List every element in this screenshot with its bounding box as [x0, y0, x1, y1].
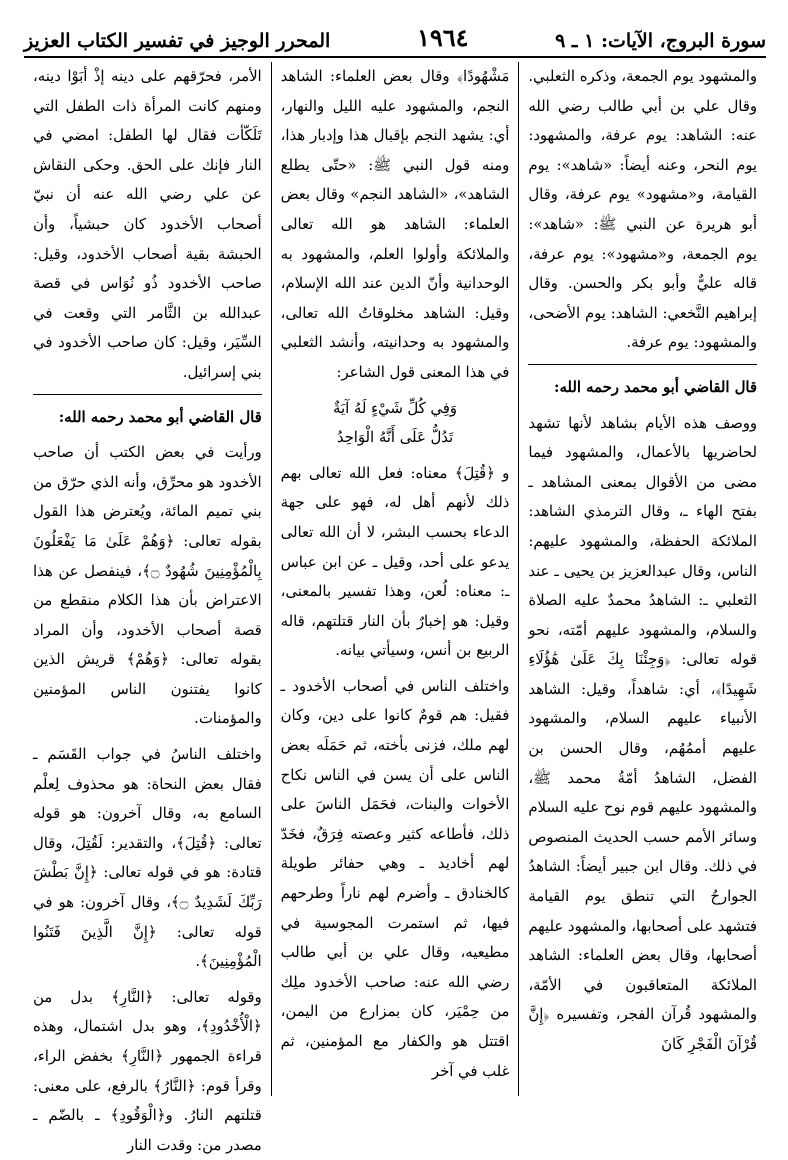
page-header: [24, 12, 766, 58]
paragraph: الأمر، فحرّقهم على دينه إذْ أبَوْا دينه، ومنهم كانت المرأة ذات الطفل التي تَلَكّأت فقال لها الطفل: امضي في النار فإنك على الحق. وحكى النقاش عن علي رضي الله عنه أن نبيّ أصحاب الأخدود كان حبشياً، وأن الحبشة بقية أصحاب الأخدود، وقيل: صاحب الأخدود ذُو نُوَاس في قصة عبدالله بن الثَّامر التي وقعت في السِّيَر، وقيل: كان صاحب الأخدود في بني إسرائيل.: [32, 68, 262, 381]
column-left: [24, 62, 272, 1154]
column-right: [519, 62, 766, 1096]
paragraph: والمشهود يوم الجمعة، وذكره الثعلبي. وقال علي بن أبي طالب رضي الله عنه: الشاهد: يوم عرفة، والمشهود: يوم النحر، وعنه أيضاً: «شاهد»: يوم القيامة، و«مشهود» يوم عرفة، وقال أبو هريرة عن النبي ﷺ: «شاهد»: يوم الجمعة، و«مشهود»: يوم عرفة، قاله عليٌّ وأبو بكر والحسن. وقال إبراهيم النَّخعي: الشاهد: يوم الأضحى، والمشهود: يوم عرفة.: [528, 68, 757, 352]
book-title: المحرر الوجيز في تفسير الكتاب العزيز: [24, 30, 331, 52]
poetry-verse: [281, 394, 510, 453]
text-columns: [24, 62, 766, 1154]
section-divider: [528, 364, 757, 365]
paragraph: وقوله تعالى: ﴿النَّارِ﴾ بدل من ﴿الْأُخْدُودِ﴾، وهو بدل اشتمال، وهذه قراءة الجمهور ﴿النَّارِ﴾ بخفض الراء، وقرأ قوم: ﴿النَّارُ﴾ بالرفع، على معنى: قتلتهم النارُ. و﴿الْوَقُودِ﴾ ـ بالضّم ـ مصدر من: وقدت النار: [32, 988, 262, 1154]
paragraph: و ﴿قُتِلَ﴾ معناه: فعل الله تعالى بهم ذلك لأنهم أهل له، فهو على جهة الدعاء بحسب البشر، لا أن الله تعالى يدعو على أحد، وقيل ـ عن ابن عباس ـ: معناه: لُعن، وهذا تفسير بالمعنى، وقيل: هو إخبارٌ بأن النار قتلتهم، قاله الربيع بن أنس، وسيأتي بيانه.: [280, 464, 510, 660]
page-number: ١٩٦٤: [416, 23, 469, 52]
paragraph: واختلف الناسُ في جواب القَسَم ـ فقال بعض النحاة: هو محذوف لِعلْم السامع به، وقال آخرون: هو قوله تعالى: ﴿قُتِلَ﴾، والتقدير: لَقُتِلَ، وقال قتادة: هو في قوله تعالى: ﴿إِنَّ بَطْشَ رَبِّكَ لَشَدِيدٌ ۝﴾، وقال آخرون: هو في قوله تعالى: ﴿إِنَّ الَّذِينَ فَتَنُوا الْمُؤْمِنِينَ﴾.: [32, 746, 262, 971]
verse-hemistich-2: تَدُلُّ عَلَى أَنَّهُ الْوَاحِدُ: [336, 429, 454, 447]
author-note-heading: قال القاضي أبو محمد رحمه الله:: [58, 408, 262, 426]
column-middle: [272, 62, 520, 1096]
verse-hemistich-1: وَفِي كُلِّ شَيْءٍ لَهُ آيَةٌ: [333, 399, 457, 417]
paragraph: واختلف الناس في أصحاب الأخدود ـ فقيل: هم قومٌ كانوا على دين، وكان لهم ملك، فزنى بأخته، ثم حَمَلَه بعض الناس على أن يسن في الناس نكاح الأخوات والبنات، فحَمَل الناسَ على ذلك، فأطاعه كثير وعصته فِرَقٌ، فخَدّ لهم أخاديد ـ وهي حفائر طويلة كالخنادق ـ وأضرم لهم ناراً وطرحهم فيها، ثم استمرت المجوسية في مطيعيه، وقال علي بن أبي طالب رضي الله عنه: صاحب الأخدود ملِك من حِمْيَر، كان بمزارع من اليمن، اقتتل هو والكفار مع المؤمنين، ثم غلب في آخر: [280, 677, 510, 1080]
author-note-heading: قال القاضي أبو محمد رحمه الله:: [554, 378, 757, 396]
paragraph: مَشْهُودًا﴾ وقال بعض العلماء: الشاهد النجم، والمشهود عليه الليل والنهار، أي: يشهد النجم بإقبال هذا وإدبار هذا، ومنه قول النبي ﷺ: «حتّى يطلع الشاهد»، «الشاهد النجم» وقال بعض العلماء: الشاهد هو الله تعالى والملائكة وأولوا العلم، والمشهود به الوحدانية وأنّ الدين عند الله الإسلام، وقيل: الشاهد مخلوقاتُ الله تعالى، والمشهود به وحدانيته، وأنشد الثعلبي في هذا المعنى قول الشاعر:: [280, 68, 510, 381]
paragraph: ووصف هذه الأيام بشاهد لأنها تشهد لحاضريها بالأعمال، والمشهود فيما مضى من الأقوال بمعنى المشاهد ـ بفتح الهاء ـ، وقال الترمذي الشاهد: الملائكة الحفظة، والمشهود عليهم: الناس، وقال عبدالعزيز بن يحيى ـ عند الثعلبي ـ: الشاهدُ محمدٌ عليه الصلاة والسلام، والمشهود عليهم أمّته، نحو قوله تعالى: ﴿وَجِئْنَا بِكَ عَلَىٰ هَٰؤُلَاءِ شَهِيدًا﴾، أي: شاهداً، وقيل: الشاهد الأنبياء عليهم السلام، والمشهود عليهم أممُهُم، وقال الحسن بن الفضل، الشاهدُ أمّةُ محمد ﷺ، والمشهود عليهم قوم نوح عليه السلام وسائر الأمم حسب الحديث المنصوص في ذلك. وقال ابن جبير أيضاً: الشاهدُ الجوارحُ التي تنطق يوم القيامة فتشهد على أصحابها، والمشهود عليهم أصحابها، وقال بعض العلماء: الشاهد الملائكة المتعاقبون في الأمّة، والمشهود قُرآن الفجر، وتفسيره ﴿إِنَّ قُرْآنَ الْفَجْرِ كَانَ: [528, 414, 757, 1053]
section-divider: [33, 394, 262, 395]
surah-heading: سورة البروج، الآيات: ١ ـ ٩: [555, 30, 766, 52]
paragraph: ورأيت في بعض الكتب أن صاحب الأخدود هو محرِّق، وأنه الذي حرّق من بني تميم المائة، ويُعترض هذا القول بقوله تعالى: ﴿وَهُمْ عَلَىٰ مَا يَفْعَلُونَ بِالْمُؤْمِنِينَ شُهُودٌ ۝﴾، فينفصل عن هذا الاعتراض بأن هذا الكلام منقطع من قصة أصحاب الأخدود، وأن المراد بقوله تعالى: ﴿وَهُمْ﴾ قريش الذين كانوا يفتنون الناس المؤمنين والمؤمنات.: [32, 444, 262, 728]
